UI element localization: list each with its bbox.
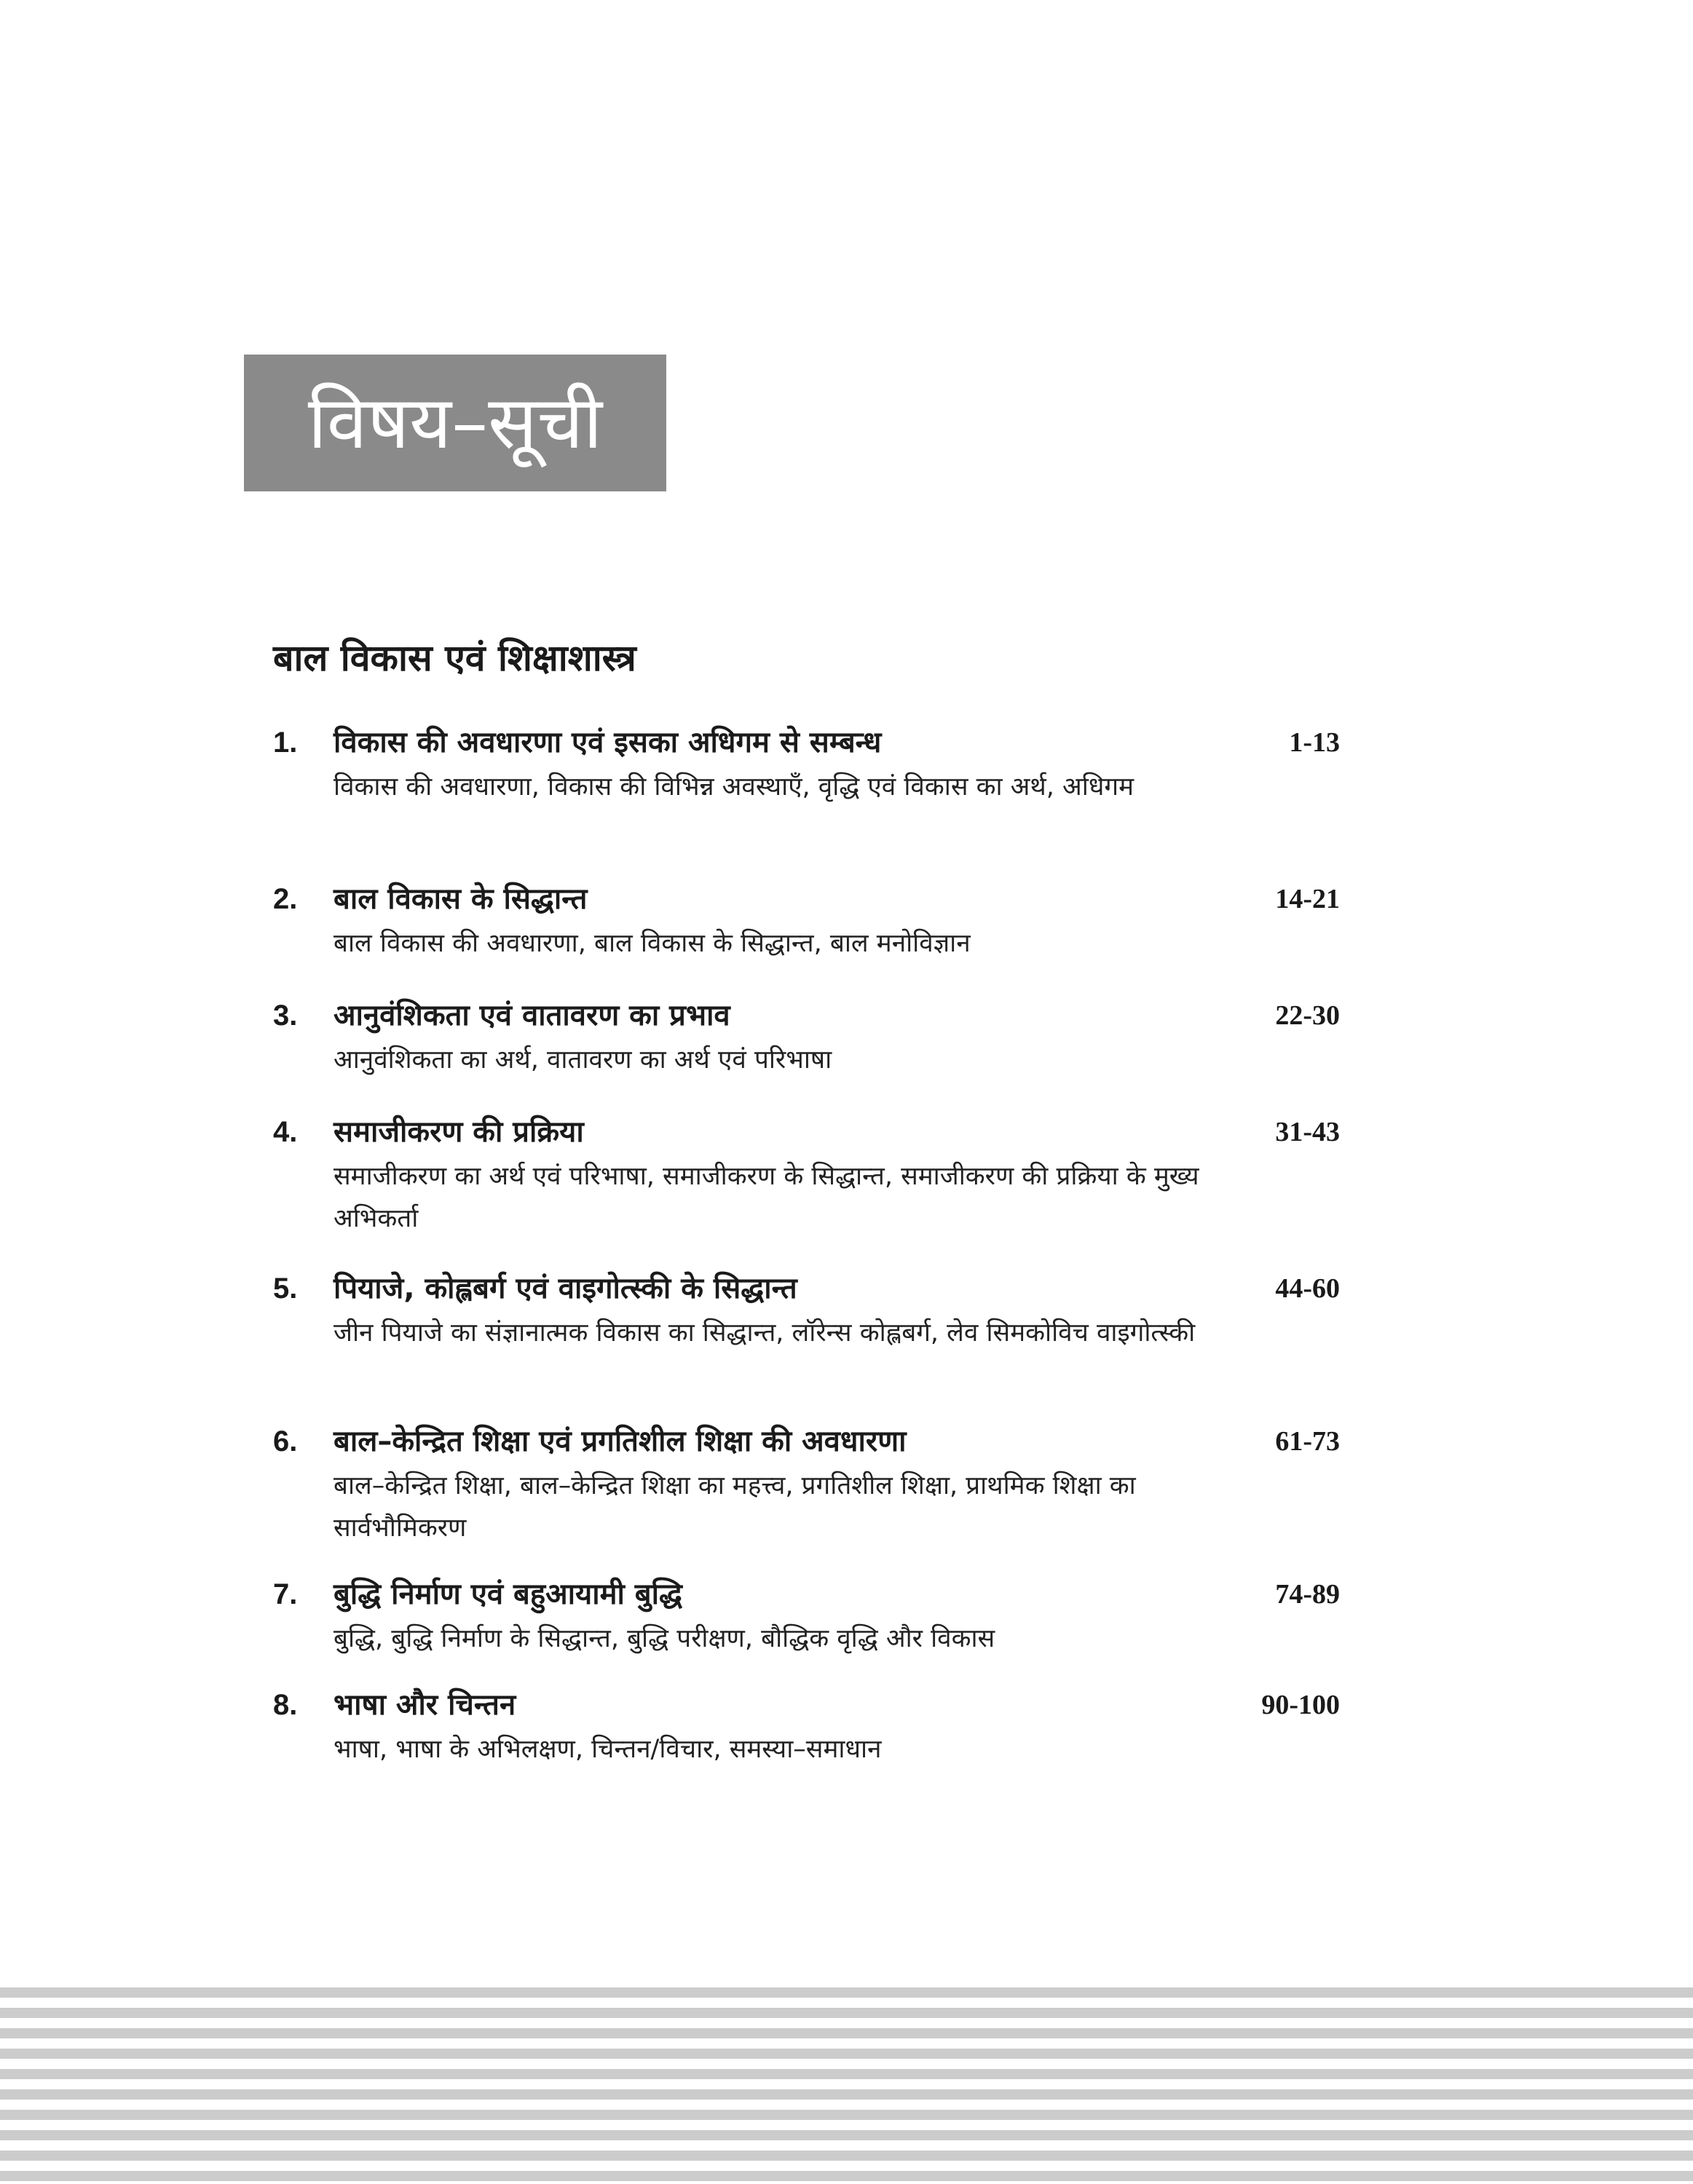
- entry-number: 5.: [273, 1273, 298, 1305]
- entry-pages: 1-13: [1289, 727, 1340, 758]
- entry-title: पियाजे, कोह्लबर्ग एवं वाइगोत्स्की के सिद्धान्त: [334, 1272, 797, 1305]
- entry-number: 2.: [273, 883, 298, 915]
- entry-pages: 31-43: [1275, 1117, 1340, 1147]
- entry-pages: 74-89: [1275, 1579, 1340, 1610]
- entry-title: बुद्धि निर्माण एवं बहुआयामी बुद्धि: [334, 1578, 682, 1611]
- entry-pages: 22-30: [1275, 1000, 1340, 1031]
- entry-description: जीन पियाजे का संज्ञानात्मक विकास का सिद्धान्त, लॉरेन्स कोह्लबर्ग, लेव सिमकोविच वाइगोत्स्की: [334, 1318, 1196, 1348]
- entry-description: समाजीकरण का अर्थ एवं परिभाषा, समाजीकरण के सिद्धान्त, समाजीकरण की प्रक्रिया के मुख्य अभिकर्ता: [334, 1162, 1199, 1233]
- section-heading: बाल विकास एवं शिक्षाशास्त्र: [273, 637, 636, 679]
- entry-number: 8.: [273, 1689, 298, 1721]
- entry-title: विकास की अवधारणा एवं इसका अधिगम से सम्बन्ध: [334, 726, 882, 759]
- entry-title: आनुवंशिकता एवं वातावरण का प्रभाव: [334, 999, 730, 1032]
- entry-description: भाषा, भाषा के अभिलक्षण, चिन्तन/विचार, समस्या–समाधान: [334, 1735, 882, 1764]
- entry-title: समाजीकरण की प्रक्रिया: [334, 1115, 584, 1149]
- entry-pages: 44-60: [1275, 1273, 1340, 1304]
- entry-pages: 90-100: [1261, 1690, 1340, 1720]
- page-title: विषय–सूची: [307, 380, 603, 465]
- entry-number: 6.: [273, 1425, 298, 1457]
- entry-number: 4.: [273, 1116, 298, 1148]
- page-title-banner: [244, 355, 666, 491]
- entry-title: भाषा और चिन्तन: [334, 1688, 516, 1722]
- decorative-stripes: [0, 1987, 1693, 2184]
- entry-pages: 14-21: [1275, 884, 1340, 914]
- entry-title: बाल–केन्द्रित शिक्षा एवं प्रगतिशील शिक्षा की अवधारणा: [334, 1425, 907, 1458]
- entry-description: विकास की अवधारणा, विकास की विभिन्न अवस्थाएँ, वृद्धि एवं विकास का अर्थ, अधिगम: [334, 772, 1134, 802]
- entry-description: बुद्धि, बुद्धि निर्माण के सिद्धान्त, बुद्धि परीक्षण, बौद्धिक वृद्धि और विकास: [334, 1624, 995, 1653]
- entry-number: 7.: [273, 1578, 298, 1610]
- entry-pages: 61-73: [1275, 1426, 1340, 1457]
- entry-description: आनुवंशिकता का अर्थ, वातावरण का अर्थ एवं परिभाषा: [334, 1045, 832, 1075]
- entry-number: 3.: [273, 1000, 298, 1032]
- entry-title: बाल विकास के सिद्धान्त: [334, 882, 588, 916]
- entry-number: 1.: [273, 727, 298, 759]
- entry-description: बाल–केन्द्रित शिक्षा, बाल–केन्द्रित शिक्षा का महत्त्व, प्रगतिशील शिक्षा, प्राथमिक शिक्षा का सार्वभौमिकरण: [334, 1471, 1136, 1543]
- entry-description: बाल विकास की अवधारणा, बाल विकास के सिद्धान्त, बाल मनोविज्ञान: [334, 929, 971, 958]
